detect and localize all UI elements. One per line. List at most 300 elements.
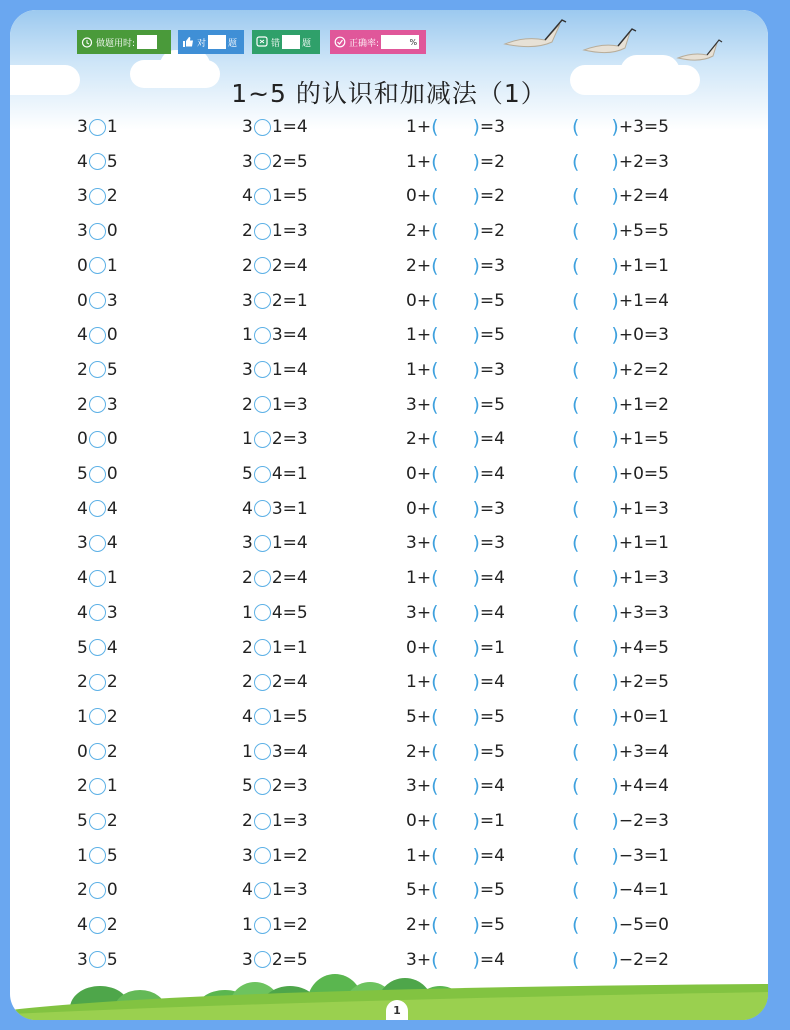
answer-blank[interactable]: ( [572,393,580,416]
answer-blank[interactable]: ) [472,428,480,451]
operand: 1 [106,776,118,797]
answer-circle[interactable] [89,570,106,587]
answer-blank[interactable]: ( [572,150,580,173]
answer-blank[interactable]: ( [431,289,439,312]
answer-blank[interactable]: ) [472,775,480,798]
operand: 2 [106,672,118,693]
operand: =4 [479,845,505,866]
operand: 1 [106,117,118,137]
operand: 3 [242,290,253,311]
operand: 2 [106,811,118,831]
operand: 3 [77,221,88,242]
operand: 4 [77,325,88,346]
answer-blank[interactable]: ) [611,428,619,451]
answer-blank[interactable]: ( [431,150,439,173]
answer-blank[interactable]: ) [611,254,619,277]
answer-blank[interactable]: ( [431,220,439,243]
answer-circle[interactable] [254,292,271,309]
answer-blank[interactable]: ( [431,914,439,937]
answer-blank[interactable]: ) [472,393,480,416]
answer-blank[interactable]: ) [611,324,619,347]
answer-blank[interactable]: ( [431,463,439,485]
answer-blank[interactable]: ( [572,879,580,902]
operand: 3+ [406,776,432,797]
answer-circle[interactable] [254,257,271,274]
exercise-item [77,322,118,348]
answer-blank[interactable]: ( [431,740,439,763]
exercise-item [242,496,308,522]
operand: 3 [106,394,118,415]
operand: 1+ [406,117,432,137]
operand: 1+ [406,325,432,346]
answer-blank[interactable]: ) [472,844,480,867]
operand: 0+ [406,811,432,831]
answer-blank[interactable]: ( [572,254,580,277]
exercise-grid [10,10,768,1020]
exercise-item [406,635,505,661]
answer-blank[interactable]: ( [572,601,580,624]
answer-blank[interactable]: ) [611,879,619,902]
correct-label: 对 [197,38,207,49]
exercise-item [242,843,308,869]
answer-circle[interactable] [89,535,106,552]
operand: 4 [242,880,253,901]
answer-circle[interactable] [89,882,106,899]
answer-blank[interactable]: ) [472,358,480,381]
answer-blank[interactable]: ) [611,671,619,694]
answer-blank[interactable]: ) [472,636,480,659]
answer-blank[interactable]: ( [431,567,439,590]
exercise-item [572,912,669,938]
exercise-item [572,530,669,556]
exercise-item [242,808,308,834]
answer-circle[interactable] [89,639,106,656]
exercise-item [572,322,669,348]
answer-circle[interactable] [89,396,106,413]
operand: 0 [106,221,118,242]
operand: 3 [106,290,118,311]
answer-circle[interactable] [89,223,106,240]
answer-blank[interactable]: ) [611,116,619,138]
answer-blank[interactable]: ( [431,844,439,867]
answer-blank[interactable]: ) [472,810,480,832]
answer-blank[interactable]: ( [572,914,580,937]
answer-blank[interactable]: ) [611,463,619,485]
answer-circle[interactable] [254,466,271,483]
answer-circle[interactable] [254,743,271,760]
exercise-item [242,253,308,279]
exercise-item [406,808,505,834]
operand: 2 [242,394,253,415]
operand: =4 [479,949,505,970]
operand: 5 [106,949,118,970]
operand: 2+ [406,915,432,936]
exercise-item [406,877,505,903]
exercise-item [572,426,669,452]
answer-blank[interactable]: ( [572,671,580,694]
exercise-item [242,426,308,452]
answer-circle[interactable] [254,847,271,864]
answer-circle[interactable] [89,188,106,205]
answer-circle[interactable] [89,604,106,621]
operand: 1 [242,429,253,450]
operand: 2=1 [271,290,308,311]
operand: 2=4 [271,255,308,276]
exercise-item [242,114,308,140]
answer-circle[interactable] [254,153,271,170]
operand: 1 [77,845,88,866]
answer-circle[interactable] [89,500,106,517]
answer-blank[interactable]: ) [611,393,619,416]
answer-blank[interactable]: ( [572,948,580,971]
answer-blank[interactable]: ) [472,116,480,138]
exercise-item [242,773,308,799]
answer-circle[interactable] [89,153,106,170]
exercise-item [242,288,308,314]
exercise-item [406,530,505,556]
operand: 2=3 [271,776,308,797]
answer-circle[interactable] [254,223,271,240]
worksheet-page [10,10,768,1020]
answer-blank[interactable]: ) [611,497,619,520]
answer-blank[interactable]: ( [431,775,439,798]
answer-blank[interactable]: ) [611,810,619,832]
exercise-item [406,253,505,279]
exercise-item [242,912,308,938]
correct-unit: 题 [228,38,238,49]
exercise-item [242,183,308,209]
answer-circle[interactable] [89,708,106,725]
exercise-item [406,426,505,452]
answer-blank[interactable]: ) [472,289,480,312]
operand: =5 [479,915,505,936]
answer-circle[interactable] [254,917,271,934]
operand: 1=4 [271,117,308,137]
operand: 2 [242,637,253,658]
answer-blank[interactable]: ) [472,324,480,347]
exercise-item [77,218,118,244]
operand: +2=5 [618,672,669,693]
operand: 3 [106,602,118,623]
page-number: 1 [386,1000,408,1020]
answer-blank[interactable]: ) [611,358,619,381]
operand: =4 [479,776,505,797]
exercise-item [572,357,669,383]
operand: 3 [242,949,253,970]
answer-blank[interactable]: ) [611,220,619,243]
answer-circle[interactable] [254,604,271,621]
operand: 2 [77,394,88,415]
answer-blank[interactable]: ( [572,324,580,347]
answer-circle[interactable] [89,292,106,309]
page-title: 1~5 的认识和加减法（1） [231,79,547,108]
exercise-item [572,461,669,487]
answer-circle[interactable] [254,708,271,725]
answer-blank[interactable]: ) [472,150,480,173]
exercise-item [572,843,669,869]
answer-blank[interactable]: ) [472,220,480,243]
exercise-item [572,183,669,209]
operand: 3+ [406,394,432,415]
operand: +3=5 [618,117,669,137]
wrong-label: 错 [271,38,281,49]
answer-blank[interactable]: ) [472,914,480,937]
operand: =5 [479,325,505,346]
operand: 4 [77,151,88,172]
answer-blank[interactable]: ( [572,289,580,312]
answer-circle[interactable] [89,119,106,136]
answer-blank[interactable]: ( [431,324,439,347]
answer-blank[interactable]: ( [572,463,580,485]
operand: +2=4 [618,186,669,207]
exercise-item [77,704,118,730]
answer-circle[interactable] [254,188,271,205]
answer-blank[interactable]: ) [611,948,619,971]
exercise-item [242,392,308,418]
operand: +0=5 [618,464,669,484]
operand: 3+ [406,533,432,554]
answer-blank[interactable]: ( [431,879,439,902]
operand: =3 [479,498,505,519]
answer-circle[interactable] [254,813,271,830]
operand: 5 [106,151,118,172]
answer-blank[interactable]: ( [431,185,439,208]
answer-blank[interactable]: ( [572,428,580,451]
answer-blank[interactable]: ( [431,671,439,694]
operand: 5 [242,776,253,797]
operand: =3 [479,117,505,137]
answer-blank[interactable]: ) [472,948,480,971]
operand: 0+ [406,637,432,658]
operand: 0 [106,429,118,450]
exercise-item [77,669,118,695]
answer-blank[interactable]: ) [472,567,480,590]
exercise-item [572,635,669,661]
operand: 2 [242,221,253,242]
answer-blank[interactable]: ( [572,844,580,867]
operand: 0+ [406,498,432,519]
answer-blank[interactable]: ( [431,254,439,277]
operand: 4 [106,498,118,519]
answer-blank[interactable]: ) [611,185,619,208]
operand: +5=5 [618,221,669,242]
operand: 1=3 [271,221,308,242]
answer-circle[interactable] [89,431,106,448]
answer-circle[interactable] [89,674,106,691]
operand: 1=3 [271,811,308,831]
exercise-item [77,530,118,556]
answer-blank[interactable]: ( [431,116,439,138]
operand: +4=5 [618,637,669,658]
answer-blank[interactable]: ( [431,497,439,520]
operand: 4 [77,602,88,623]
answer-blank[interactable]: ( [572,740,580,763]
answer-circle[interactable] [254,361,271,378]
operand: 1 [242,915,253,936]
operand: 1+ [406,151,432,172]
operand: 1=3 [271,880,308,901]
answer-circle[interactable] [89,257,106,274]
answer-blank[interactable]: ( [572,358,580,381]
answer-blank[interactable]: ( [572,775,580,798]
operand: 2=4 [271,568,308,589]
answer-blank[interactable]: ) [611,601,619,624]
answer-blank[interactable]: ( [572,705,580,728]
answer-circle[interactable] [89,361,106,378]
answer-blank[interactable]: ) [472,185,480,208]
answer-blank[interactable]: ) [472,532,480,555]
exercise-item [406,288,505,314]
answer-blank[interactable]: ( [572,497,580,520]
answer-circle[interactable] [89,917,106,934]
answer-blank[interactable]: ( [431,810,439,832]
operand: 3=1 [271,498,308,519]
answer-blank[interactable]: ( [431,393,439,416]
exercise-item [77,253,118,279]
answer-blank[interactable]: ) [611,289,619,312]
answer-circle[interactable] [89,466,106,483]
answer-blank[interactable]: ( [572,185,580,208]
operand: +1=3 [618,568,669,589]
exercise-item [572,565,669,591]
answer-blank[interactable]: ) [472,671,480,694]
answer-blank[interactable]: ) [611,150,619,173]
operand: 1 [242,741,253,762]
answer-blank[interactable]: ( [431,948,439,971]
answer-circle[interactable] [254,674,271,691]
answer-blank[interactable]: ( [431,358,439,381]
answer-blank[interactable]: ) [611,636,619,659]
exercise-item [242,461,308,487]
answer-blank[interactable]: ) [472,879,480,902]
exercise-item [77,183,118,209]
operand: =5 [479,741,505,762]
exercise-item [242,635,308,661]
answer-circle[interactable] [254,500,271,517]
answer-circle[interactable] [254,119,271,136]
answer-circle[interactable] [89,743,106,760]
answer-blank[interactable]: ) [472,254,480,277]
operand: 1 [106,255,118,276]
operand: 3 [242,533,253,554]
exercise-item [406,357,505,383]
operand: 2 [242,811,253,831]
operand: 1+ [406,568,432,589]
answer-blank[interactable]: ) [611,532,619,555]
answer-blank[interactable]: ( [572,810,580,832]
answer-blank[interactable]: ) [611,775,619,798]
answer-blank[interactable]: ) [611,705,619,728]
operand: 4 [77,498,88,519]
answer-circle[interactable] [254,396,271,413]
operand: 2 [106,186,118,207]
answer-blank[interactable]: ) [611,567,619,590]
exercise-item [406,461,505,487]
answer-circle[interactable] [89,813,106,830]
answer-circle[interactable] [254,431,271,448]
answer-blank[interactable]: ( [572,220,580,243]
answer-blank[interactable]: ) [472,463,480,485]
operand: 5 [106,359,118,380]
operand: +0=3 [618,325,669,346]
answer-blank[interactable]: ) [611,740,619,763]
exercise-item [406,600,505,626]
exercise-item [242,877,308,903]
answer-blank[interactable]: ( [431,532,439,555]
exercise-item [572,496,669,522]
answer-blank[interactable]: ) [472,601,480,624]
operand: 0 [77,290,88,311]
answer-circle[interactable] [89,327,106,344]
accuracy-unit: % [409,37,418,47]
operand: 3 [77,117,88,137]
exercise-item [406,392,505,418]
exercise-item [572,773,669,799]
answer-blank[interactable]: ( [572,567,580,590]
exercise-item [406,322,505,348]
operand: 4 [242,498,253,519]
operand: 1+ [406,845,432,866]
operand: +1=1 [618,255,669,276]
operand: =1 [479,811,505,831]
answer-blank[interactable]: ( [572,116,580,138]
operand: 4 [242,706,253,727]
answer-circle[interactable] [254,639,271,656]
operand: +1=4 [618,290,669,311]
exercise-item [77,357,118,383]
answer-blank[interactable]: ( [431,428,439,451]
operand: 0 [77,429,88,450]
answer-circle[interactable] [254,570,271,587]
answer-blank[interactable]: ( [572,532,580,555]
answer-circle[interactable] [254,778,271,795]
exercise-item [572,808,669,834]
operand: 4 [242,186,253,207]
answer-blank[interactable]: ) [472,497,480,520]
operand: +1=2 [618,394,669,415]
exercise-item [572,877,669,903]
answer-circle[interactable] [254,882,271,899]
answer-blank[interactable]: ( [431,636,439,659]
exercise-item [572,149,669,175]
answer-circle[interactable] [89,778,106,795]
exercise-item [572,600,669,626]
operand: =1 [479,637,505,658]
answer-blank[interactable]: ) [611,914,619,937]
exercise-item [572,669,669,695]
answer-blank[interactable]: ) [611,844,619,867]
exercise-item [406,496,505,522]
answer-blank[interactable]: ( [431,601,439,624]
answer-blank[interactable]: ) [472,740,480,763]
operand: +2=3 [618,151,669,172]
operand: 4 [77,915,88,936]
operand: 5 [77,637,88,658]
operand: =4 [479,429,505,450]
exercise-item [406,704,505,730]
operand: 0 [106,464,118,484]
operand: 5+ [406,880,432,901]
exercise-item [77,149,118,175]
answer-circle[interactable] [89,847,106,864]
answer-circle[interactable] [254,327,271,344]
answer-circle[interactable] [254,535,271,552]
answer-blank[interactable]: ) [472,705,480,728]
exercise-item [242,530,308,556]
answer-blank[interactable]: ( [572,636,580,659]
answer-blank[interactable]: ( [431,705,439,728]
exercise-item [77,496,118,522]
